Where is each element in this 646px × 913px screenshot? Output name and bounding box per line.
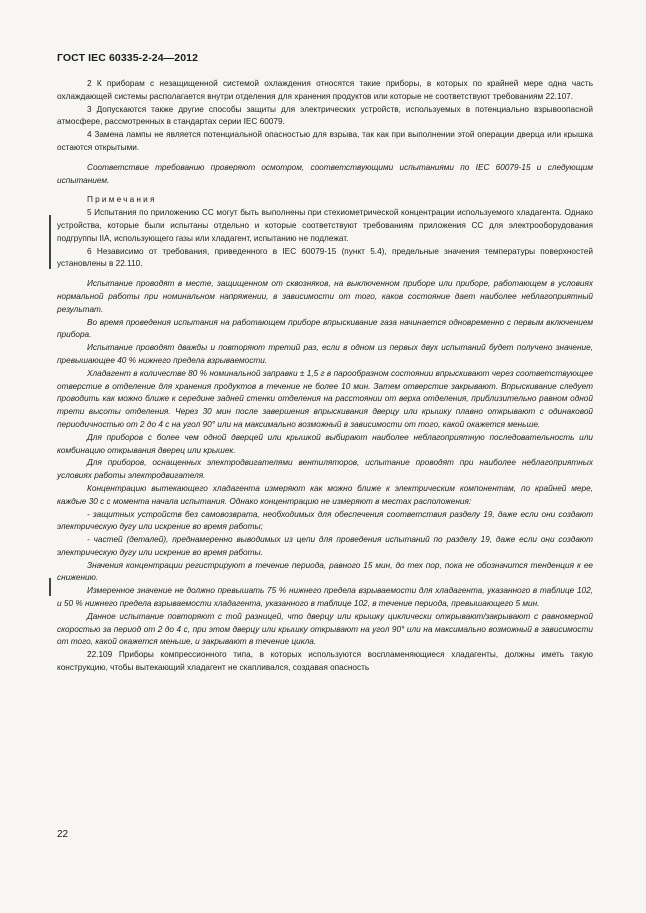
concentration-record-paragraph: Значения концентрации регистрируют в течение периода, равного 15 мин, до тех пор, пока не обозначится тенденция к ее снижению. (57, 560, 593, 583)
document-body (57, 78, 593, 675)
exclusion-item-1: - защитных устройств без самовозврата, необходимых для обеспечения соответствия разделу 19, даже если они создают электрическую дугу или искрение во время работы; (57, 509, 593, 532)
clause-22-109: 22.109 Приборы компрессионного типа, в которых используются воспламеняющиеся хладагенты, должны иметь такую конструкцию, чтобы вытекающий хладагент не скапливался, создавая опасность (57, 650, 593, 673)
revision-bar-notes (49, 215, 51, 269)
repeat-test-paragraph: Данное испытание повторяют с той разницей, что дверцу или крышку циклически открывают/закрывают с равномерной скоростью за период от 2 до 4 с, при этом дверцу или крышку открывают на угол 90° или на максимально возможный в зависимости от того, какой окажется меньше, и закрывают в течение цикла. (57, 611, 593, 647)
refrigerant-injection-paragraph: Хладагент в количестве 80 % номинальной заправки ± 1,5 г в парообразном состоянии впрыскивают через соответствующее отверстие в отделение для хранения продуктов в течение не более 10 мин. Затем отверстие закрывают. Впрыскивание следует проводить как можно ближе к середине задней стенки отделения на расстоянии от верха отделения, приблизительно равном одной трети высоты отделения. Через 30 мин после завершения впрыскивания дверцу или крышку плавно открывают с одинаковой периодичностью от 2 до 4 с на угол 90° или на максимально возможный в зависимости от того, какой окажется меньше. (57, 368, 593, 429)
note-3: 3 Допускаются также другие способы защиты для электрических устройств, используемых в потенциально взрывоопасной атмосфере, рассмотренных в стандартах серии IEC 60079. (57, 104, 593, 127)
concentration-measurement-paragraph: Концентрацию вытекающего хладагента измеряют как можно ближе к электрическим компонентам, по крайней мере, каждые 30 с с момента начала испытания. Однако концентрацию не измеряют в местах расположения: (57, 483, 593, 506)
page-header: ГОСТ IEC 60335-2-24—2012 (57, 52, 199, 64)
exclusion-item-2: - частей (деталей), преднамеренно выводимых из цепи для проведения испытаний по разделу 19, даже если они создают электрическую дугу или искрение во время работы. (57, 535, 593, 557)
note-5: 5 Испытания по приложению CC могут быть выполнены при стехиометрической концентрации используемого хладагента. Однако устройства, которые были испытаны отдельно и которые соответствуют требованиям приложения CC для электрооборудования подгруппы IIA, использующего газы или хладагент, испытанию не подлежат. (57, 208, 593, 243)
note-2: 2 К приборам с незащищенной системой охлаждения относятся такие приборы, в которых по крайней мере одна часть охлаждающей системы располагается внутри отделения для хранения продуктов или которые не соответствуют требованиям 22.107. (57, 79, 593, 101)
test-repetition-paragraph: Испытание проводят дважды и повторяют третий раз, если в одном из первых двух испытаний будет получено значение, превышающее 40 % нижнего предела взрываемости. (57, 343, 593, 365)
gas-injection-start-paragraph: Во время проведения испытания на работающем приборе впрыскивание газа начинается одновременно с первым включением прибора. (57, 317, 593, 340)
limit-value-paragraph: Измеренное значение не должно превышать 75 % нижнего предела взрываемости для хладагента, указанного в таблице 102, и 50 % нижнего предела взрываемости хладагента, указанного в таблице 102, в течение периода, превышающего 5 мин. (57, 586, 593, 609)
note-4: 4 Замена лампы не является потенциальной опасностью для взрыва, так как при выполнении этой операции дверца или крышка остаются открытыми. (57, 130, 593, 152)
fan-motors-paragraph: Для приборов, оснащенных электродвигателями вентиляторов, испытание проводят при наиболее неблагоприятных условиях работы электродвигателя. (57, 458, 593, 481)
notes-heading: Примечания (87, 195, 157, 205)
compliance-statement: Соответствие требованию проверяют осмотром, соответствующими испытаниями по IEC 60079-15 и следующим испытанием. (57, 162, 593, 185)
test-location-paragraph: Испытание проводят в месте, защищенном от сквозняков, на выключенном приборе или приборе, работающем в условиях нормальной работы при номинальном напряжении, в зависимости от того, каков состояние дает наиболее неблагоприятный результат. (57, 279, 593, 314)
multiple-doors-paragraph: Для приборов с более чем одной дверцей или крышкой выбирают наиболее неблагоприятную последовательность или комбинацию открывания дверец или крышек. (57, 432, 593, 455)
note-6: 6 Независимо от требования, приведенного в IEC 60079-15 (пункт 5.4), предельные значения температуры поверхностей установлены в 22.110. (57, 246, 593, 269)
revision-bar-components (49, 578, 51, 596)
page-number: 22 (57, 829, 69, 840)
